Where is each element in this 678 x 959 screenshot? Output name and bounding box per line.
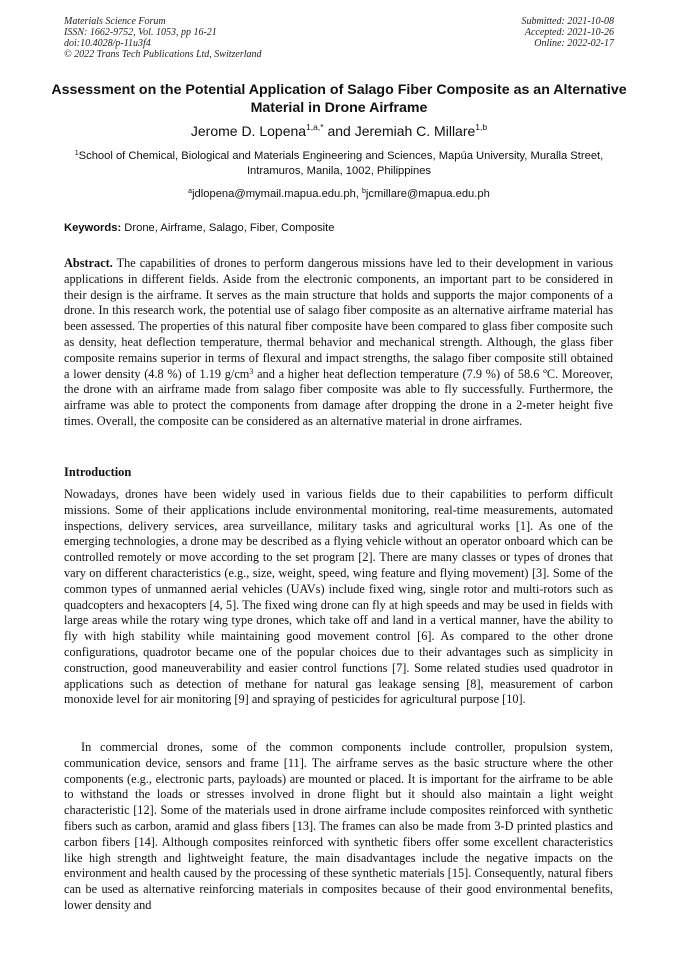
paper-title: Assessment on the Potential Application of Salago Fiber Composite as an Alternative Material in Drone Airframe (51, 82, 627, 116)
abstract-text: The capabilities of drones to perform dangerous missions have led to their development in various applications in different fields. Aside from the electronic components, an important part to be considered in their design is the airframe. It serves as the main structure that holds and supports the major components of a drone. In this research work, the potential use of salago fiber composite as an alternative airframe material has been assessed. The properties of this natural fiber composite have been compared to glass fiber composite such as density, heat deflection temperature, thermal behavior and mechanical strength. Although, the glass fiber composite remains superior in terms of flexural and impact strengths, the salago fiber composite still obtained a lower density (4.8 %) of 1.19 g/cm (64, 256, 613, 381)
unit-superscript: 3 (249, 366, 254, 376)
accepted-date: Accepted: 2021-10-26 (524, 27, 614, 38)
body-paragraph: Nowadays, drones have been widely used in various fields due to their capabilities to perform difficult missions. Some of their applications include environmental monitoring, real-time measurements, automated inspections, delivery services, area surveillance, military tasks and agricultural works [1]. As one of the emerging technologies, a drone may be described as a flying vehicle without an operator onboard which can be controlled remotely or move according to the set program [2]. There are many classes or types of drones that vary on different characteristics (e.g., size, weight, speed, wing feature and flying movement) [3]. Some of the common types of unmanned aerial vehicles (UAVs) include fixed wing, single rotor and multi-rotors such as quadcopters and hexacopters [4, 5]. The fixed wing drone can fly at high speeds and may be used in fields with large areas while the rotary wing type drones, which take off and land in a vertical manner, have the ability to fly with high stability while maintaining good movement control [6]. As compared to the other drone configurations, quadrotor became one of the popular choices due to their advantages such as simplicity in construction, good maneuverability and easier control functions [7]. Some related studies used quadrotor in applications such as detection of methane for natural gas leakage sensing [8], measurement of carbon monoxide level for air monitoring [9] and spraying of pesticides for agricultural purpose [10]. (64, 487, 613, 707)
email-link[interactable]: jdlopena@mymail.mapua.edu.ph (192, 188, 356, 200)
email-mark: a (188, 188, 193, 195)
submitted-date: Submitted: 2021-10-08 (521, 16, 614, 27)
issn: ISSN: 1662-9752, Vol. 1053, pp 16-21 (64, 27, 217, 38)
journal-name: Materials Science Forum (64, 16, 166, 27)
author-list (40, 122, 638, 140)
keywords-label: Keywords: (64, 222, 122, 234)
body-paragraph: In commercial drones, some of the common components include controller, propulsion system, communication device, sensors and frame [11]. The airframe serves as the basic structure where the other components (e.g., electronic parts, payloads) are mounted or placed. It is important for the airframe to be able to withstand the loads or stresses involved in drone flight but it should also maintain a light weight characteristic [12]. Some of the materials used in drone airframe include composites reinforced with synthetic fibers such as carbon, aramid and glass fibers [13]. The frames can also be made from 3-D printed plastics and carbon fibers [14]. Although composites reinforced with synthetic fibers offer some excellent characteristics like high strength and lightweight feature, the main disadvantages include the negative impacts on the environment and health caused by the processing of these synthetic materials [15]. Consequently, natural fibers can be used as alternative reinforcing materials in composites because of their good environmental benefits, lower density and (64, 740, 613, 912)
author-affiliation-mark: 1,a,* (306, 122, 324, 132)
author-name: Jeremiah C. Millare (354, 123, 476, 139)
affiliation-mark: 1 (74, 150, 79, 157)
author-affiliation-mark: 1,b (475, 122, 488, 132)
author-name: Jerome D. Lopena (190, 123, 307, 139)
email-link[interactable]: jcmillare@mapua.edu.ph (365, 188, 490, 200)
journal-info (64, 16, 262, 60)
section-heading: Introduction (64, 465, 132, 479)
copyright: © 2022 Trans Tech Publications Ltd, Switzerland (64, 49, 262, 60)
affiliation (55, 149, 623, 179)
abstract-text: and a higher heat deflection temperature (7.9 %) of 58.6 ºC. Moreover, the drone with an airframe made from salago fiber composite was able to fly successfully. Furthermore, the airframe was able to protect the components from damage after dropping the drone in a 2-meter height five times. Overall, the composite can be considered as an alternative material in drone airframes. (64, 366, 614, 428)
doi: doi:10.4028/p-11u3f4 (64, 38, 151, 49)
author-emails (40, 187, 638, 201)
email-separator: , (355, 188, 363, 200)
author-conjunction: and (323, 123, 355, 139)
keywords-text: Drone, Airframe, Salago, Fiber, Composite (121, 222, 335, 234)
online-date: Online: 2022-02-17 (534, 38, 614, 49)
submission-dates (522, 16, 615, 49)
affiliation-text: School of Chemical, Biological and Materials Engineering and Sciences, Mapúa University, Muralla Street, Intramuros, Manila, 1002, Philippines (78, 150, 604, 177)
email-mark: b (362, 188, 366, 195)
keywords (64, 221, 616, 235)
abstract (64, 256, 613, 430)
abstract-label: Abstract. (64, 256, 113, 270)
